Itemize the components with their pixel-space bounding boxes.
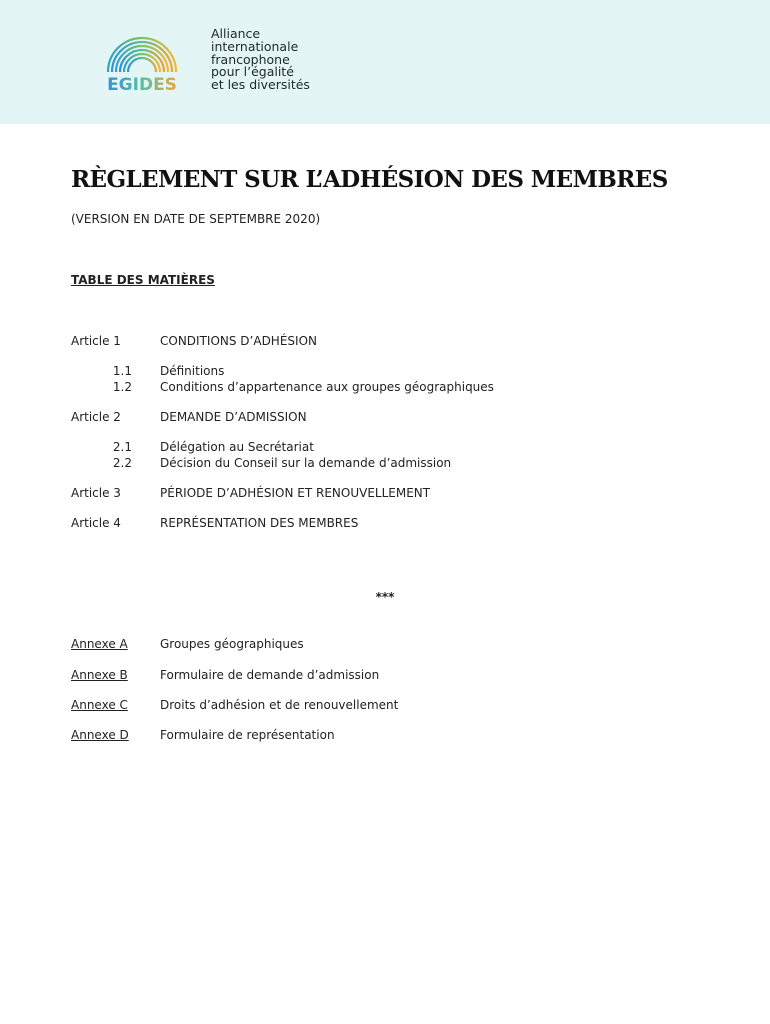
annex-title: Formulaire de représentation: [160, 728, 335, 742]
logo-tagline-line: internationale: [211, 38, 299, 54]
article-title: CONDITIONS D’ADHÉSION: [160, 334, 317, 348]
section-title: Définitions: [160, 364, 225, 378]
article-label: Article 3: [71, 486, 121, 500]
article-label: Article 4: [71, 516, 121, 530]
section-title: Décision du Conseil sur la demande d’admission: [160, 456, 452, 470]
section-title: Délégation au Secrétariat: [160, 440, 314, 454]
logo-tagline-line: et les diversités: [211, 77, 310, 93]
section-separator: ***: [375, 590, 395, 604]
section-number: 2.1: [112, 440, 132, 454]
annex-link-c[interactable]: Annexe C: [71, 698, 128, 712]
annex-link-b[interactable]: Annexe B: [71, 668, 128, 682]
logo-tagline-line: pour l’égalité: [211, 64, 294, 80]
annex-title: Groupes géographiques: [160, 637, 304, 651]
section-title: Conditions d’appartenance aux groupes géographiques: [160, 380, 494, 394]
document-version: (VERSION EN DATE DE SEPTEMBRE 2020): [71, 212, 321, 226]
article-label: Article 2: [71, 410, 121, 424]
annex-link-a[interactable]: Annexe A: [71, 637, 128, 651]
toc-heading: TABLE DES MATIÈRES: [71, 273, 215, 287]
egides-logo: [98, 28, 186, 94]
header-band: [0, 0, 770, 124]
article-label: Article 1: [71, 334, 121, 348]
section-number: 1.2: [112, 380, 132, 394]
logo-tagline-line: francophone: [211, 51, 290, 67]
annex-link-d[interactable]: Annexe D: [71, 728, 129, 742]
annex-title: Formulaire de demande d’admission: [160, 668, 380, 682]
section-number: 2.2: [112, 456, 132, 470]
logo-tagline-line: Alliance: [211, 26, 261, 41]
annex-title: Droits d’adhésion et de renouvellement: [160, 698, 399, 712]
section-number: 1.1: [112, 364, 132, 378]
article-title: DEMANDE D’ADMISSION: [160, 410, 307, 424]
logo-tagline: [211, 28, 310, 92]
article-title: REPRÉSENTATION DES MEMBRES: [160, 516, 359, 530]
document-title: RÈGLEMENT SUR L’ADHÉSION DES MEMBRES: [71, 166, 668, 193]
logo-wordmark: EGIDES: [107, 75, 177, 94]
article-title: PÉRIODE D’ADHÉSION ET RENOUVELLEMENT: [160, 486, 431, 500]
